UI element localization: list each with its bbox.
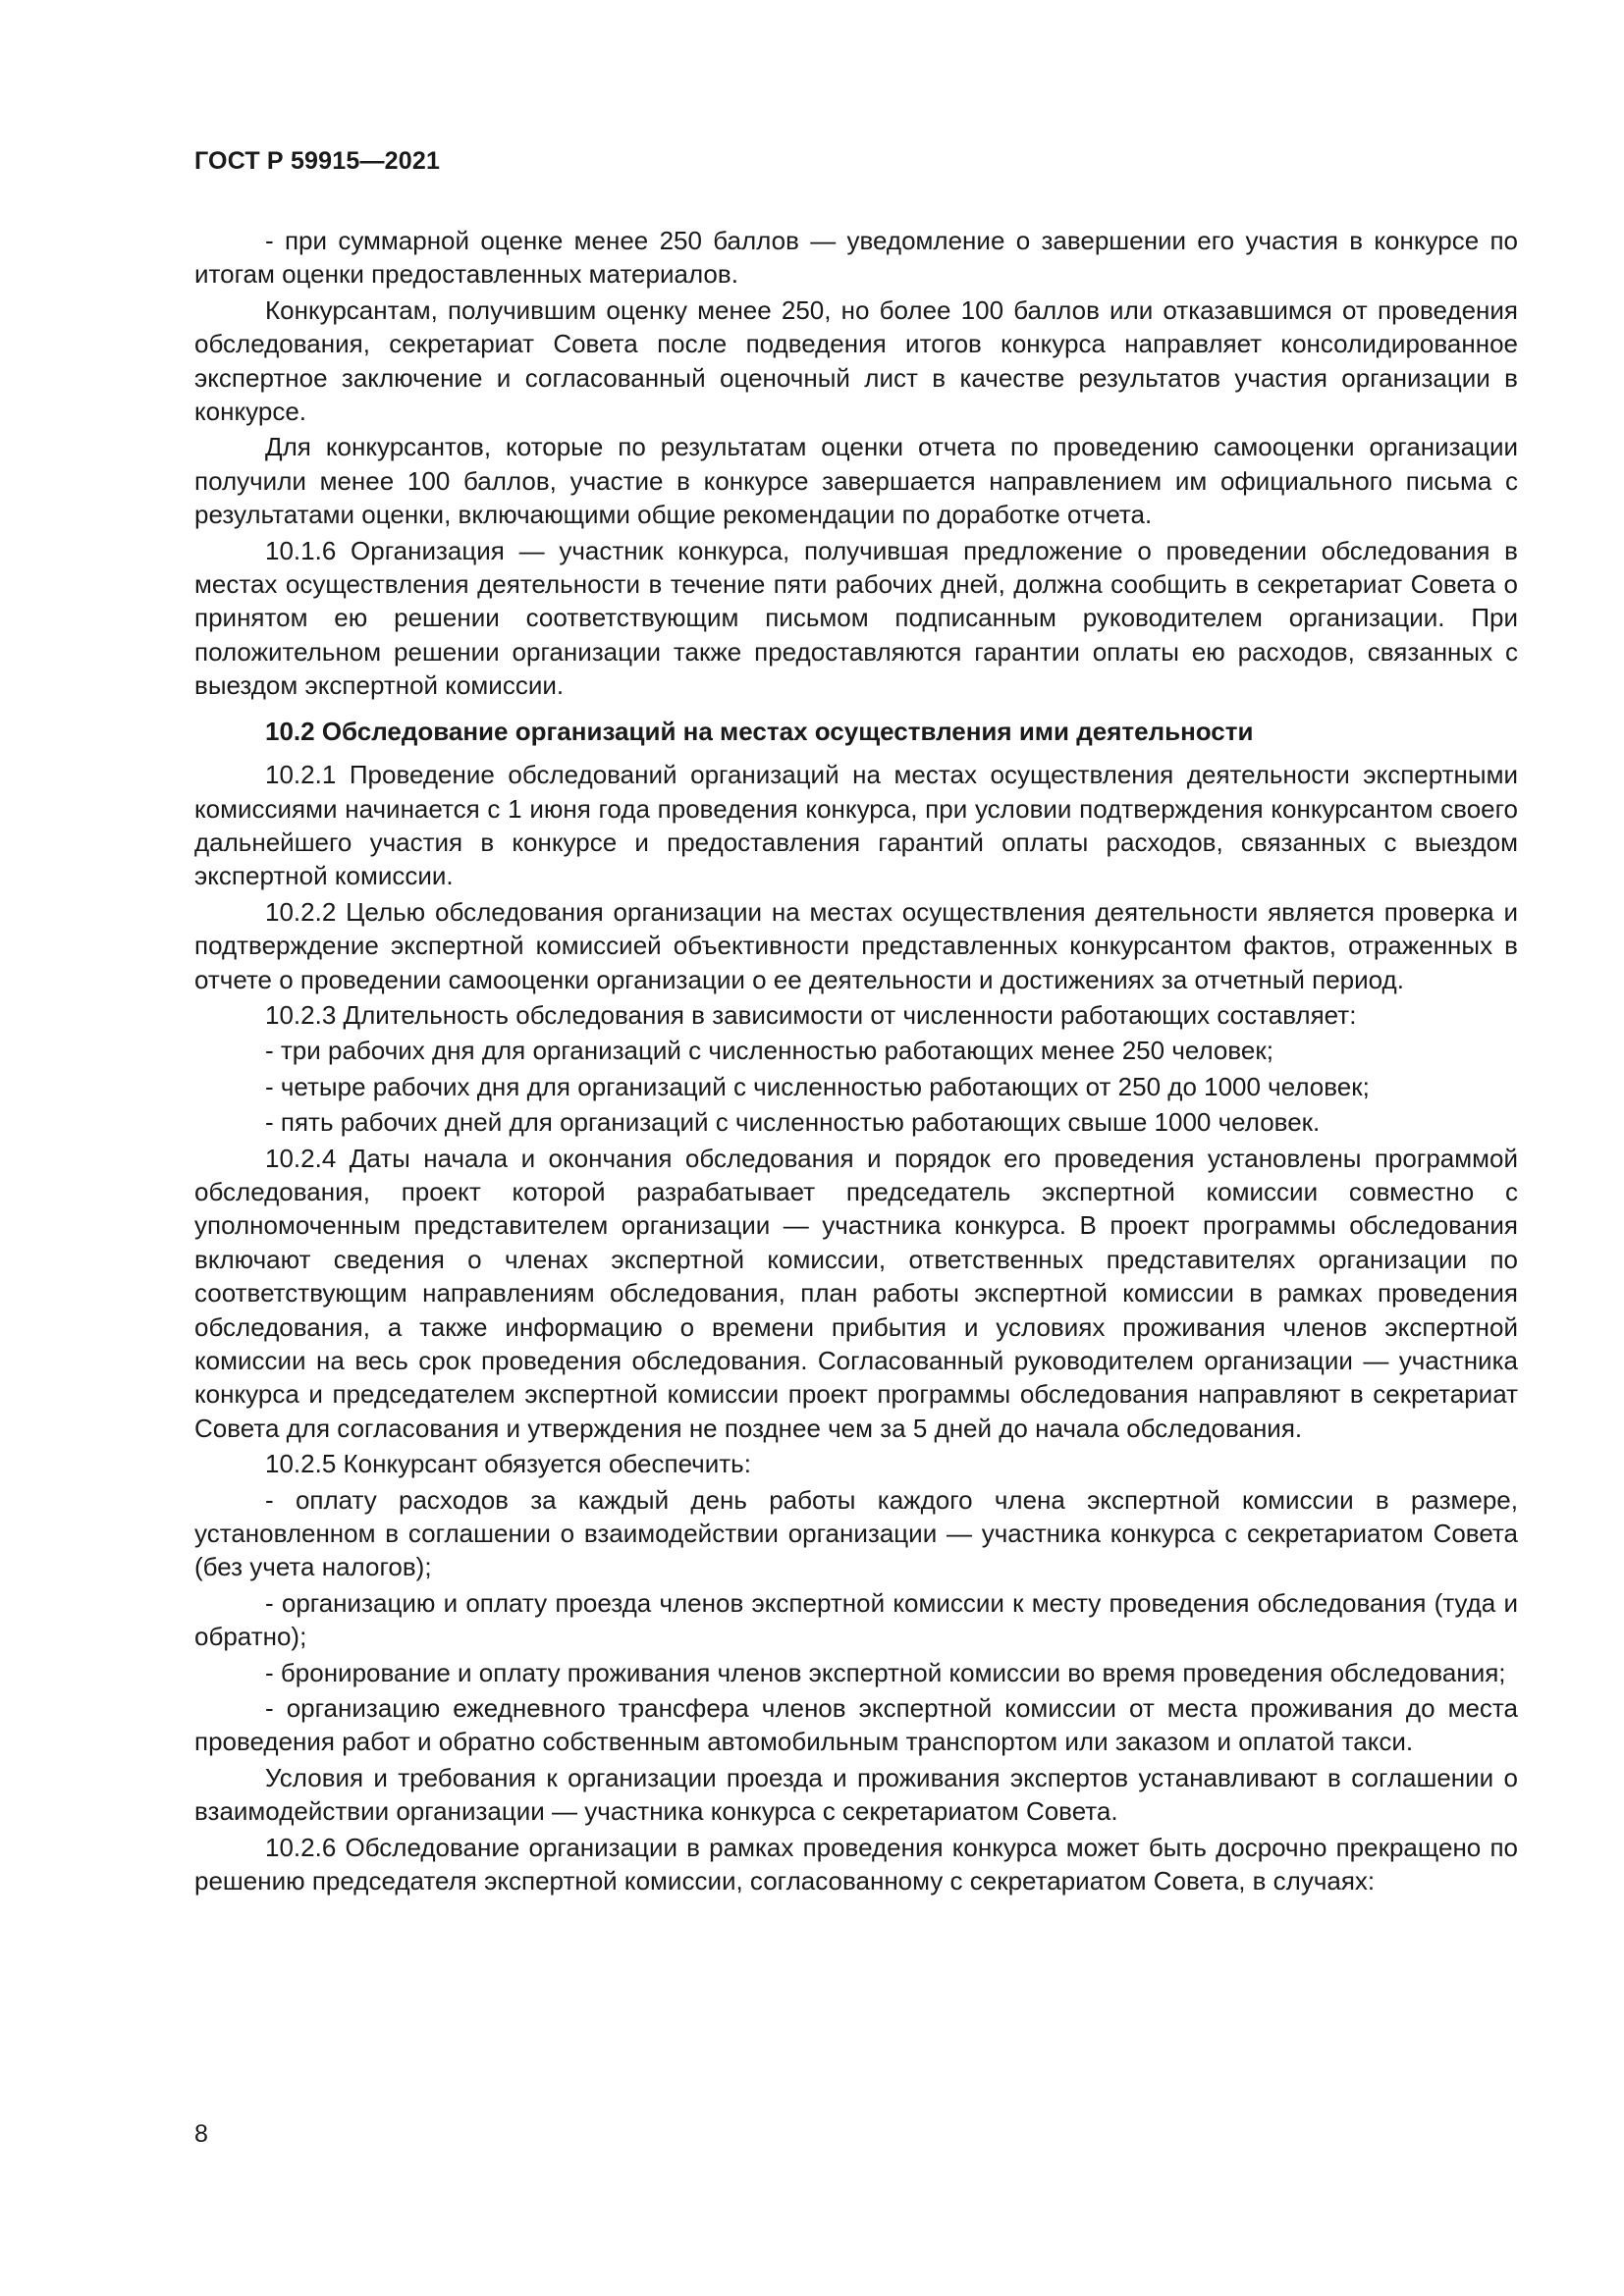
list-item: - пять рабочих дней для организаций с численностью работающих свыше 1000 человек.: [265, 1107, 1321, 1138]
paragraph: 10.1.6 Организация — участник конкурса, получившая предложение о проведении обследования в местах осуществления деятельности в течение пяти рабочих дней, должна сообщить в секретариат Совета о принятом ею решении соответствующим письмом подписанным руководителем организации. При положительном решении организации также предоставляются гарантии оплаты ею расходов, связанных с выездом экспертной комиссии.: [194, 535, 1518, 701]
standard-designation: ГОСТ Р 59915—2021: [194, 147, 441, 175]
list-item: - оплату расходов за каждый день работы каждого члена экспертной комиссии в размере, установленном в соглашении о взаимодействии организации — участника конкурса с секретариатом Совета (без учета налогов);: [194, 1484, 1518, 1582]
paragraph: 10.2.2 Целью обследования организации на местах осуществления деятельности является проверка и подтверждение экспертной комиссией объективности представленных конкурсантом фактов, отраженных в отчете о проведении самооценки организации о ее деятельности и достижениях за отчетный период.: [194, 896, 1518, 994]
paragraph: 10.2.6 Обследование организации в рамках проведения конкурса может быть досрочно прекращено по решению председателя экспертной комиссии, согласованному с секретариатом Совета, в случаях:: [194, 1832, 1518, 1896]
paragraph: 10.2.4 Даты начала и окончания обследования и порядок его проведения установлены программой обследования, проект которой разрабатывает председатель экспертной комиссии совместно с уполномоченным представителем организации — участника конкурса. В проект программы обследования включают сведения о членах экспертной комиссии, ответственных представителях организации по соответствующим направлениям обследования, план работы экспертной комиссии в рамках проведения обследования, а также информацию о времени прибытия и условиях проживания членов экспертной комиссии на весь срок проведения обследования. Согласованный руководителем организации — участника конкурса и председателем экспертной комиссии проект программы обследования направляют в секретариат Совета для согласования и утверждения не позднее чем за 5 дней до начала обследования.: [194, 1143, 1518, 1443]
list-item: - организацию и оплату проезда членов экспертной комиссии к месту проведения обследования (туда и обратно);: [194, 1587, 1518, 1652]
paragraph: Условия и требования к организации проезда и проживания экспертов устанавливают в соглашении о взаимодействии организации — участника конкурса с секретариатом Совета.: [194, 1762, 1518, 1827]
list-item: - организацию ежедневного трансфера членов экспертной комиссии от места проживания до места проведения работ и обратно собственным автомобильным транспортом или заказом и оплатой такси.: [194, 1693, 1518, 1757]
paragraph: - при суммарной оценке менее 250 баллов — уведомление о завершении его участия в конкурсе по итогам оценки предоставленных материалов.: [194, 226, 1518, 290]
page-number: 8: [194, 2120, 208, 2148]
document-body: [194, 224, 1518, 1900]
paragraph: 10.2.1 Проведение обследований организаций на местах осуществления деятельности экспертными комиссиями начинается с 1 июня года проведения конкурса, при условии подтверждения конкурсантом своего дальнейшего участия в конкурсе и предоставления гарантий оплаты расходов, связанных с выездом экспертной комиссии.: [194, 760, 1518, 891]
paragraph: 10.2.3 Длительность обследования в зависимости от численности работающих составляет:: [265, 999, 1357, 1030]
paragraph: 10.2.5 Конкурсант обязуется обеспечить:: [265, 1449, 751, 1479]
list-item: - бронирование и оплату проживания членов экспертной комиссии во время проведения обследования;: [265, 1657, 1506, 1687]
section-heading-10-2: 10.2 Обследование организаций на местах осуществления ими деятельности: [265, 716, 1254, 746]
list-item: - три рабочих дня для организаций с численностью работающих менее 250 человек;: [265, 1036, 1273, 1066]
paragraph: Конкурсантам, получившим оценку менее 250, но более 100 баллов или отказавшимся от проведения обследования, секретариат Совета после подведения итогов конкурса направляет консолидированное экспертное заключение и согласованный оценочный лист в качестве результатов участия организации в конкурсе.: [194, 294, 1518, 427]
paragraph: Для конкурсантов, которые по результатам оценки отчета по проведению самооценки организации получили менее 100 баллов, участие в конкурсе завершается направлением им официального письма с результатами оценки, включающими общие рекомендации по доработке отчета.: [194, 432, 1518, 530]
list-item: - четыре рабочих дня для организаций с численностью работающих от 250 до 1000 человек;: [265, 1071, 1370, 1101]
